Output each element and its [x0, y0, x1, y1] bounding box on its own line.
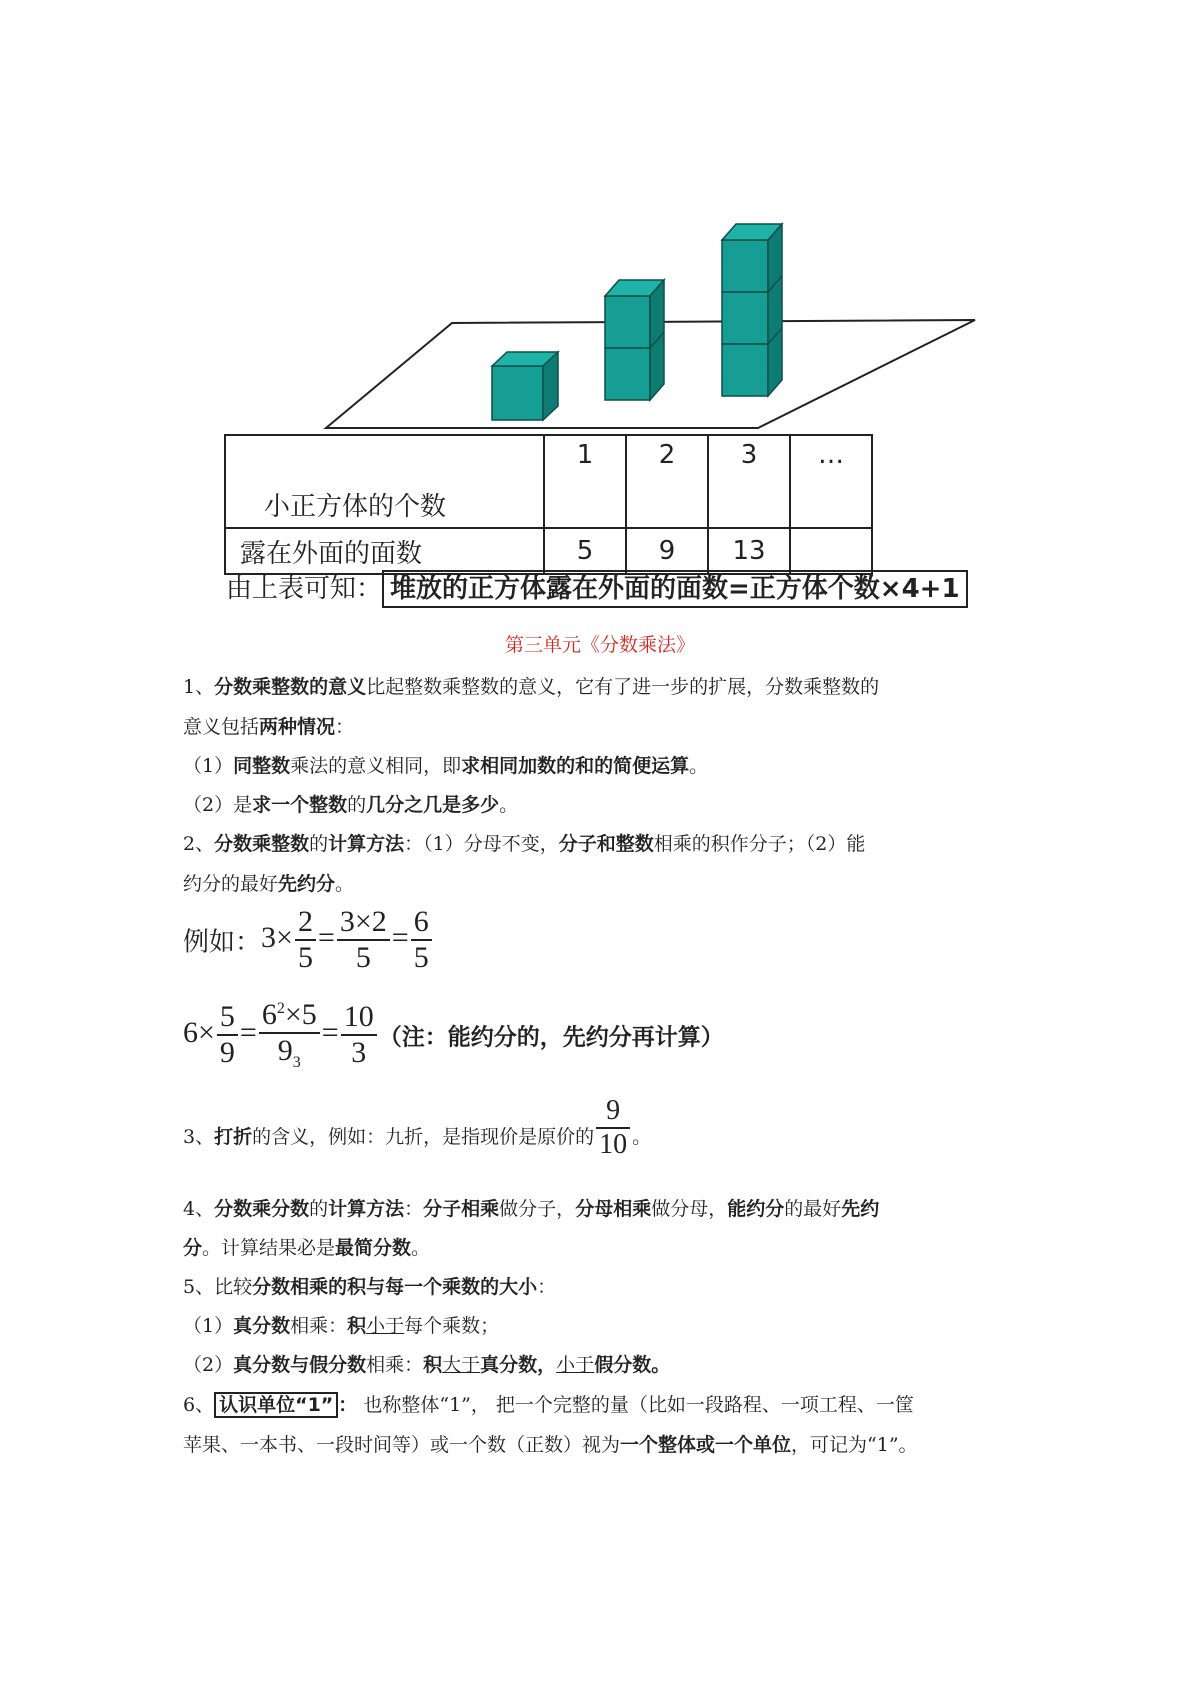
key-term: 先约: [841, 1198, 880, 1220]
fraction: $\frac{10}{3}$: [341, 1000, 377, 1070]
text: 的: [309, 1198, 329, 1220]
text: 苹果、一本书、一段时间等）或一个数（正数）视为: [183, 1434, 621, 1456]
paragraph-2-line-1: [183, 829, 865, 856]
text: ：: [338, 1394, 358, 1416]
cube-stack-2: [605, 280, 664, 400]
fraction: $\frac{6^2\times 5}{9_3}$: [259, 998, 320, 1072]
text: 。: [632, 1126, 652, 1148]
item-number: 3、: [183, 1126, 215, 1148]
text: （1）: [183, 755, 234, 777]
fraction: $\frac{2}{5}$: [295, 905, 316, 975]
text: ，可记为“1”。: [791, 1434, 918, 1456]
key-term: 几分之几是多少: [366, 794, 500, 816]
key-term: 分数相乘的积与每一个乘数的大小: [252, 1276, 538, 1298]
table-conclusion: [226, 568, 968, 605]
key-term: 计算方法: [328, 833, 405, 855]
text: 相乘的积作分子；（2）能: [653, 833, 866, 855]
table-row: [225, 435, 872, 528]
item-number: 1、: [183, 676, 215, 698]
paragraph-4-line-2: [183, 1233, 430, 1260]
key-term: 假分数。: [594, 1354, 671, 1376]
text: 的: [347, 794, 367, 816]
fraction: $\frac{9}{10}$: [596, 1095, 630, 1161]
text: 做分子，: [499, 1198, 576, 1220]
equals-sign: =: [391, 920, 409, 954]
text: ：: [537, 1276, 557, 1298]
cube-stack-3: [722, 224, 782, 396]
text: 的最好: [784, 1198, 842, 1220]
equals-sign: =: [317, 920, 335, 954]
fraction: $\frac{3\times 2}{5}$: [337, 905, 390, 975]
example-2-equation: [183, 998, 724, 1072]
text: 相乘：: [290, 1315, 348, 1337]
table-cell-ellipsis: …: [790, 435, 872, 528]
key-term: 积: [347, 1315, 367, 1337]
underlined-term: 大于: [442, 1354, 481, 1376]
text: 。计算结果必是: [202, 1237, 336, 1259]
key-term: 真分数与假分数: [233, 1354, 367, 1376]
table-cell: 1: [544, 435, 626, 528]
example-1-equation: [183, 905, 434, 975]
text: 的含义，例如：九折，是指现价是原价的: [252, 1126, 595, 1148]
key-term: 分数乘分数: [214, 1198, 310, 1220]
key-term: 能约分: [727, 1198, 785, 1220]
text: 的: [309, 833, 329, 855]
key-term: 真分数: [233, 1315, 291, 1337]
paragraph-5-case-1: [183, 1311, 499, 1338]
note: （注：能约分的，先约分再计算）: [378, 1024, 724, 1051]
text: 比较: [214, 1276, 253, 1298]
paragraph-5: [183, 1272, 556, 1299]
paragraph-5-case-2: [183, 1350, 670, 1377]
text: 比起整数乘整数的意义，它有了进一步的扩展，分数乘整数的: [366, 676, 880, 698]
key-term: 分: [183, 1237, 203, 1259]
paragraph-6-line-1: [183, 1390, 914, 1417]
paragraph-3: [183, 1095, 651, 1161]
unit-title: 第三单元《分数乘法》: [504, 634, 695, 656]
text: 。: [411, 1237, 431, 1259]
key-term: 最简分数: [335, 1237, 412, 1259]
item-number: 5、: [183, 1276, 215, 1298]
key-term: 积: [423, 1354, 443, 1376]
cube-stack-1: [492, 352, 558, 420]
table-cell: 13: [708, 528, 790, 574]
text: 约分的最好: [183, 873, 279, 895]
key-term: 分子相乘: [423, 1198, 500, 1220]
key-term: 真分数，: [480, 1354, 557, 1376]
text: （2）: [183, 1354, 234, 1376]
row-header-count: 小正方体的个数: [225, 435, 544, 528]
key-term: 先约分: [278, 873, 336, 895]
key-term: 分子和整数: [558, 833, 654, 855]
key-term-boxed: 认识单位“1”: [214, 1392, 338, 1418]
cube-stack-figure: [0, 0, 1200, 440]
text: 。: [689, 755, 709, 777]
cube-faces-table: [224, 434, 873, 575]
paragraph-2-line-2: [183, 869, 354, 896]
key-term: 计算方法: [328, 1198, 405, 1220]
text: 每个乘数；: [404, 1315, 500, 1337]
paragraph-6-line-2: [183, 1430, 918, 1457]
text: 乘法的意义相同，即: [290, 755, 462, 777]
paragraph-1-line-1: [183, 672, 879, 699]
table-cell: 9: [626, 528, 708, 574]
text: ：: [335, 716, 355, 738]
text: 也称整体“1”， 把一个完整的量（比如一段路程、一项工程、一筐: [357, 1394, 914, 1416]
key-term: 同整数: [233, 755, 291, 777]
item-number: 2、: [183, 833, 215, 855]
key-term: 分母相乘: [575, 1198, 652, 1220]
equals-sign: =: [239, 1015, 257, 1049]
text: 做分母，: [651, 1198, 728, 1220]
table-cell: 5: [544, 528, 626, 574]
table-cell: 3: [708, 435, 790, 528]
text: 相乘：: [366, 1354, 424, 1376]
item-number: 4、: [183, 1198, 215, 1220]
text: 。: [335, 873, 355, 895]
example-label: 例如：: [183, 927, 262, 958]
key-term: 两种情况: [259, 716, 336, 738]
equals-sign: =: [321, 1015, 339, 1049]
key-term: 一个整体或一个单位: [620, 1434, 792, 1456]
underlined-term: 小于: [556, 1354, 595, 1376]
text: （2）是: [183, 794, 253, 816]
text: ：（1）分母不变，: [404, 833, 559, 855]
paragraph-1-line-2: [183, 712, 354, 739]
text: ：: [404, 1198, 424, 1220]
math-text: 6×: [183, 1015, 215, 1049]
fraction: $\frac{5}{9}$: [217, 1000, 238, 1070]
key-term: 求一个整数: [252, 794, 348, 816]
key-term: 分数乘整数的意义: [214, 676, 367, 698]
paragraph-1-case-1: [183, 751, 708, 778]
key-term: 分数乘整数: [214, 833, 310, 855]
key-term: 求相同加数的和的简便运算: [461, 755, 690, 777]
underlined-term: 小于: [366, 1315, 405, 1337]
text: 。: [499, 794, 519, 816]
math-text: 3×: [261, 920, 293, 954]
table-cell: 2: [626, 435, 708, 528]
text: （1）: [183, 1315, 234, 1337]
item-number: 6、: [183, 1394, 215, 1416]
fraction: $\frac{6}{5}$: [411, 905, 432, 975]
conclusion-prefix: 由上表可知：: [226, 574, 383, 604]
text: 意义包括: [183, 716, 260, 738]
key-term: 打折: [214, 1126, 253, 1148]
paragraph-4-line-1: [183, 1194, 879, 1221]
conclusion-formula: 堆放的正方体露在外面的面数=正方体个数×4+1: [382, 570, 968, 608]
paragraph-1-case-2: [183, 790, 518, 817]
row-header-faces: 露在外面的面数: [225, 528, 544, 574]
